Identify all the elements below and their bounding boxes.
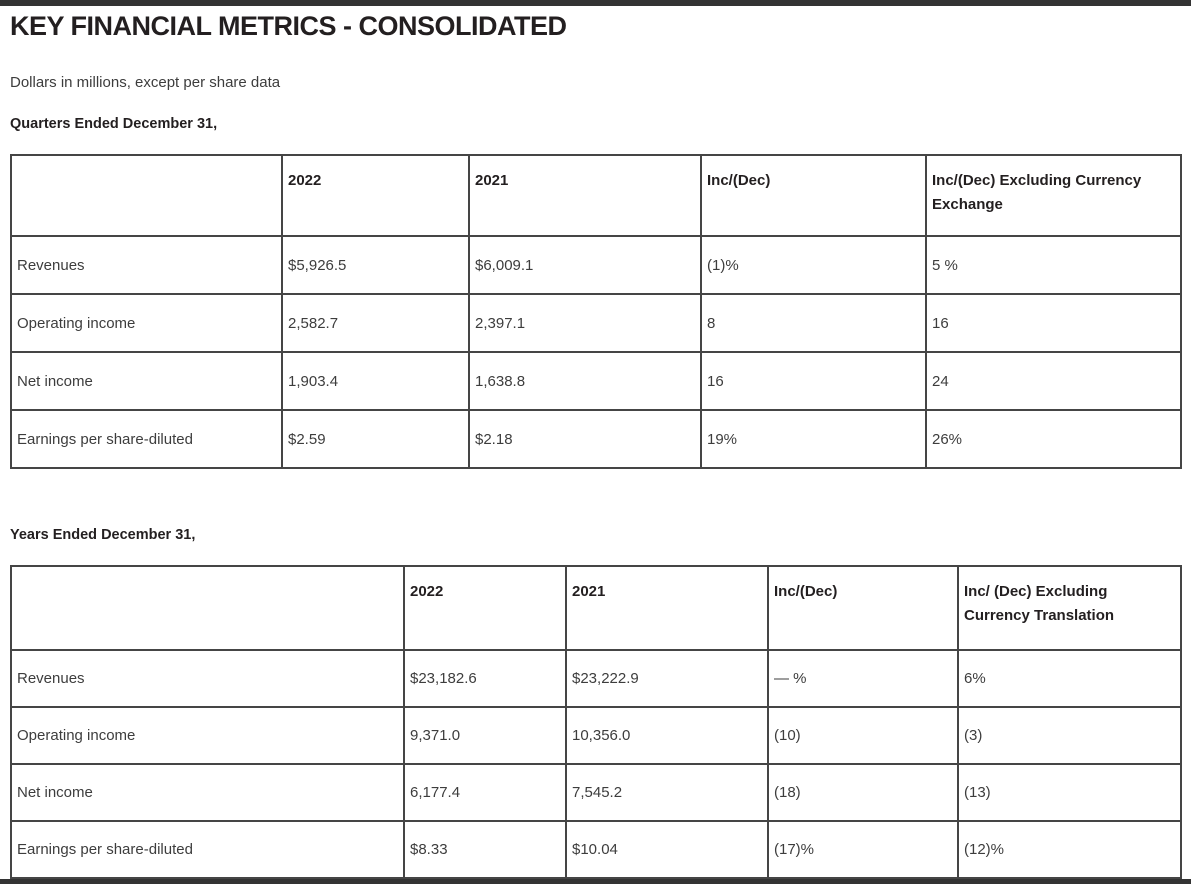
row-label-cell: Earnings per share-diluted [11,410,282,468]
value-cell: $2.59 [282,410,469,468]
table-row [11,707,1181,764]
value-cell: $5,926.5 [282,236,469,294]
column-header-inc-dec: Inc/(Dec) [701,155,926,236]
row-label-cell: Earnings per share-diluted [11,821,404,878]
corner-cell [11,566,404,650]
table-row [11,352,1181,410]
page-content [0,11,1191,879]
row-label-cell: Net income [11,764,404,821]
value-cell: 1,638.8 [469,352,701,410]
value-cell: 26% [926,410,1181,468]
page-title: KEY FINANCIAL METRICS - CONSOLIDATED [10,11,567,41]
table-row [11,650,1181,707]
value-cell: (3) [958,707,1181,764]
value-cell: 9,371.0 [404,707,566,764]
value-cell: (10) [768,707,958,764]
bottom-accent-bar [0,879,1191,884]
row-label-cell: Operating income [11,707,404,764]
value-cell: $10.04 [566,821,768,878]
value-cell: — % [768,650,958,707]
table-row [11,410,1181,468]
column-header-2022: 2022 [404,566,566,650]
value-cell: $23,222.9 [566,650,768,707]
value-cell: 10,356.0 [566,707,768,764]
value-cell: 6,177.4 [404,764,566,821]
row-label-cell: Net income [11,352,282,410]
table-row [11,764,1181,821]
column-header-inc-dec: Inc/(Dec) [768,566,958,650]
value-cell: 2,582.7 [282,294,469,352]
value-cell: (12)% [958,821,1181,878]
value-cell: 8 [701,294,926,352]
value-cell: 6% [958,650,1181,707]
value-cell: 1,903.4 [282,352,469,410]
table-row [11,294,1181,352]
top-accent-bar [0,0,1191,6]
value-cell: 5 % [926,236,1181,294]
table-header-row [11,566,1181,650]
quarterly-section-heading: Quarters Ended December 31, [10,116,218,132]
value-cell: 7,545.2 [566,764,768,821]
row-label-cell: Operating income [11,294,282,352]
table-header-row [11,155,1181,236]
quarterly-metrics-table [10,154,1182,469]
value-cell: 16 [926,294,1181,352]
value-cell: $23,182.6 [404,650,566,707]
value-cell: $6,009.1 [469,236,701,294]
column-header-2022: 2022 [282,155,469,236]
column-header-inc-dec-ex-currency: Inc/(Dec) Excluding Currency Exchange [926,155,1181,236]
value-cell: (18) [768,764,958,821]
value-cell: (17)% [768,821,958,878]
value-cell: $8.33 [404,821,566,878]
row-label-cell: Revenues [11,236,282,294]
units-note: Dollars in millions, except per share data [10,74,281,91]
annual-section-heading: Years Ended December 31, [10,527,196,543]
table-row [11,236,1181,294]
value-cell: 24 [926,352,1181,410]
value-cell: (1)% [701,236,926,294]
column-header-2021: 2021 [469,155,701,236]
corner-cell [11,155,282,236]
row-label-cell: Revenues [11,650,404,707]
annual-metrics-table [10,565,1182,879]
column-header-inc-dec-ex-currency: Inc/ (Dec) Excluding Currency Translation [958,566,1181,650]
value-cell: $2.18 [469,410,701,468]
value-cell: (13) [958,764,1181,821]
value-cell: 16 [701,352,926,410]
value-cell: 2,397.1 [469,294,701,352]
column-header-2021: 2021 [566,566,768,650]
value-cell: 19% [701,410,926,468]
table-row [11,821,1181,878]
